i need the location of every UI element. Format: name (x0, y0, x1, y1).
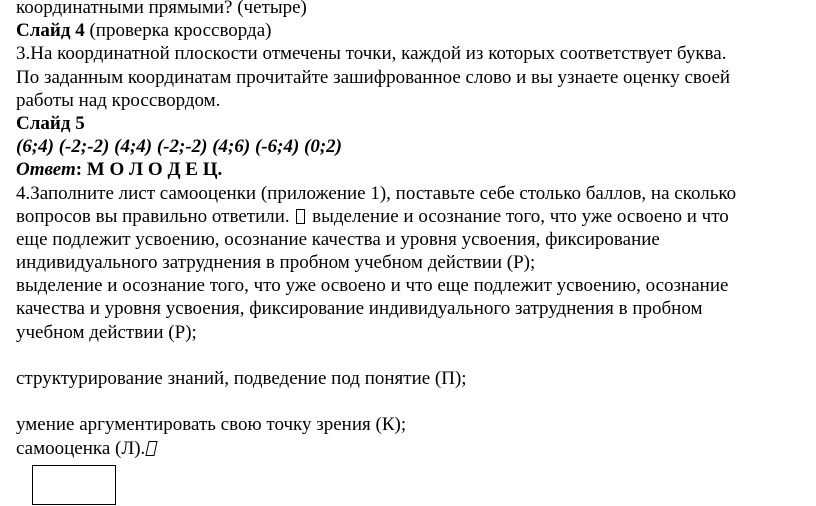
slide-4-title: Слайд 4 (16, 20, 85, 42)
coordinates-line: (6;4) (-2;-2) (4;4) (-2;-2) (4;6) (-6;4) (0;2) (16, 136, 343, 158)
text-line: индивидуального затруднения в пробном учебном действии (Р); (16, 252, 536, 274)
text-line: 3.На координатной плоскости отмечены точки, каждой из которых соответствует буква. (16, 43, 727, 65)
slide-4-line (16, 19, 806, 42)
answer-word: М О Л О Д Е Ц. (82, 159, 223, 181)
slide-5-title: Слайд 5 (16, 112, 85, 134)
text-line: качества и уровня усвоения, фиксирование индивидуального затруднения в пробном (16, 298, 703, 320)
text-line: выделение и осознание того, что уже освоено и что еще подлежит усвоению, осознание (16, 275, 729, 297)
missing-glyph-icon (146, 441, 158, 456)
document-text (16, 0, 806, 460)
text-segment: выделение и осознание того, что уже освоено и что (307, 205, 729, 227)
answer-label: Ответ (16, 159, 76, 181)
text-line: работы над кроссвордом. (16, 89, 221, 111)
text-line-with-glyph (16, 437, 806, 460)
text-line-with-glyph (16, 205, 806, 228)
answer-colon: : (75, 159, 83, 181)
blank-line (16, 390, 806, 413)
blank-line (16, 344, 806, 367)
text-line: По заданным координатам прочитайте зашифрованное слово и вы узнаете оценку своей (16, 66, 731, 88)
text-line: умение аргументировать свою точку зрения (К); (16, 414, 407, 436)
text-segment: вопросов вы правильно ответили. (16, 205, 295, 227)
answer-line (16, 158, 806, 181)
text-line: структурирование знаний, подведение под понятие (П); (16, 368, 467, 389)
text-line: координатными прямыми? (четыре) (16, 0, 307, 18)
text-line: 4.Заполните лист самооценки (приложение 1), поставьте себе столько баллов, на сколько (16, 182, 737, 204)
slide-4-caption: (проверка кроссворда) (84, 20, 272, 42)
text-line: учебном действии (Р); (16, 321, 197, 343)
empty-answer-box (32, 465, 116, 505)
missing-glyph-icon (296, 209, 305, 224)
text-line: еще подлежит усвоению, осознание качества и уровня усвоения, фиксирование (16, 228, 660, 250)
text-segment: самооценка (Л). (16, 437, 146, 459)
